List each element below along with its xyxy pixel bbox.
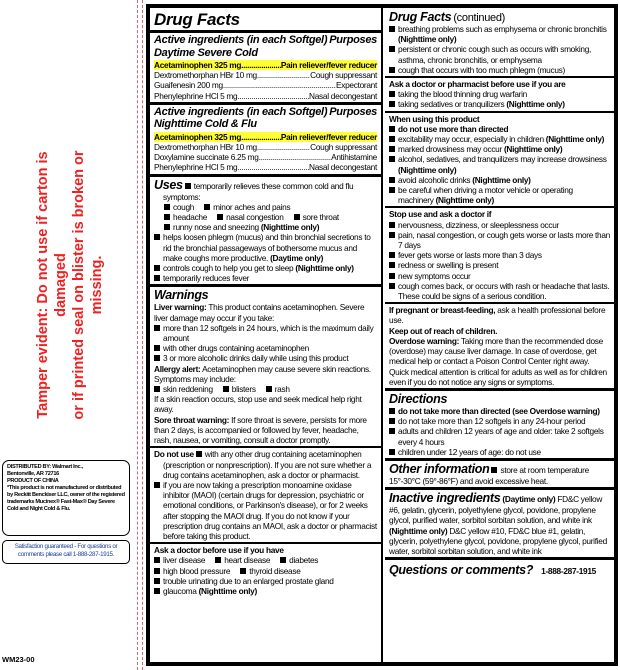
drug-facts-panel xyxy=(146,4,618,666)
tamper-warning xyxy=(20,135,120,435)
bullet-icon xyxy=(217,214,223,220)
leader-dots xyxy=(223,80,336,90)
bullet-icon xyxy=(154,588,160,594)
bullet-icon xyxy=(154,275,160,281)
ingredient-purpose: Pain reliever/fever reducer xyxy=(280,131,377,142)
bullet-icon xyxy=(389,408,395,414)
continued-items xyxy=(389,24,610,75)
allergy-alert: Allergy alert: Acetaminophen may cause severe skin reactions. Symptoms may include: xyxy=(154,363,371,384)
fold-line-left xyxy=(137,0,138,670)
leader-dots xyxy=(257,70,310,80)
bullet-icon xyxy=(389,187,395,193)
distributor-line-3: PRODUCT OF CHINA xyxy=(7,478,59,484)
uses-item-cough: controls cough to help you get to sleep (Nighttime only) xyxy=(154,263,377,273)
ask-doctor-section xyxy=(150,544,381,597)
questions-section xyxy=(385,560,614,578)
tamper-line-1: Tamper evident: Do not use if carton is damaged xyxy=(35,151,69,419)
bullet-icon xyxy=(389,232,395,238)
drug-facts-left-column xyxy=(150,8,383,662)
bullet-icon xyxy=(491,467,497,473)
distributor-line-2: Bentonville, AR 72716 xyxy=(7,471,59,477)
bullet-icon xyxy=(154,345,160,351)
do-not-use-section: Do not use with any other drug containing acetaminophen (prescription or nonprescription). If you are not sure whether a drug contains acetaminophen, ask a doctor or pharmacist. if you are now taking a prescription monoamine oxidase inhibitor (MAOI) (certain drugs for depression, psychiatric or emotional conditions, or Parkinson's disease), or for 2 weeks after stopping the MAOI drug. If you do not know if your prescription drug contains an MAOI, ask a doctor or pharmacist before taking this product. xyxy=(150,448,381,544)
bullet-icon xyxy=(389,146,395,152)
directions-heading: Directions xyxy=(389,391,448,406)
pregnancy-overdose-section xyxy=(385,304,614,391)
direction-item: do not take more than 12 softgels in any 24-hour period xyxy=(389,416,610,426)
bullet-icon xyxy=(280,557,286,563)
uses-intro: temporarily relieves these common cold and flu symptoms: xyxy=(163,180,354,202)
nighttime-heading: Nighttime Cold & Flu xyxy=(154,118,257,131)
bullet-icon xyxy=(266,386,272,392)
ingredient-row xyxy=(154,152,377,162)
ingredient-purpose: Pain reliever/fever reducer xyxy=(280,60,377,70)
continued-item: cough that occurs with too much phlegm (mucus) xyxy=(389,65,610,75)
drug-facts-right-column xyxy=(385,8,614,662)
when-using-label: When using this product xyxy=(389,113,480,124)
continued-section xyxy=(385,8,614,78)
bullet-icon xyxy=(389,156,395,162)
ingredient-row xyxy=(154,162,377,172)
ingredient-purpose: Antihistamine xyxy=(331,152,377,163)
leader-dots xyxy=(237,162,309,172)
pregnancy-note: If pregnant or breast-feeding, ask a health professional before use. xyxy=(389,305,606,326)
bullet-icon xyxy=(154,265,160,271)
distributor-line-1: DISTRIBUTED BY: Walmart Inc., xyxy=(7,464,83,470)
inactive-heading: Inactive ingredients xyxy=(389,491,501,506)
ask-doctor-label: Ask a doctor before use if you have xyxy=(154,545,284,556)
ask-pharmacist-item: taking the blood thinning drug warfarin xyxy=(389,89,610,99)
when-using-section xyxy=(385,113,614,209)
bullet-icon xyxy=(154,482,160,488)
when-using-item: avoid alcoholic drinks (Nighttime only) xyxy=(389,175,610,185)
daytime-active-ingredients xyxy=(150,33,381,105)
stop-use-item: cough comes back, or occurs with rash or headache that lasts. These could be signs of a serious condition. xyxy=(389,281,610,301)
bullet-icon xyxy=(154,325,160,331)
bullet-icon xyxy=(389,177,395,183)
bullet-icon xyxy=(154,355,160,361)
ask-pharmacist-items xyxy=(389,89,610,109)
keep-out-of-reach: Keep out of reach of children. xyxy=(389,325,498,336)
leader-dots xyxy=(241,132,281,142)
daytime-heading: Daytime Severe Cold xyxy=(154,46,258,59)
bullet-icon xyxy=(164,214,170,220)
directions-section xyxy=(385,391,614,461)
ingredient-row xyxy=(154,91,377,101)
bullet-icon xyxy=(389,283,395,289)
directions-items xyxy=(389,406,610,457)
warnings-section xyxy=(150,287,381,448)
stop-use-label: Stop use and ask a doctor if xyxy=(389,209,492,220)
bullet-icon xyxy=(154,578,160,584)
bullet-icon xyxy=(389,67,395,73)
bullet-icon xyxy=(389,428,395,434)
when-using-item: excitability may occur, especially in children (Nighttime only) xyxy=(389,134,610,144)
bullet-icon xyxy=(204,204,210,210)
stop-use-item: nervousness, dizziness, or sleeplessness occur xyxy=(389,220,610,230)
stop-use-item: new symptoms occur xyxy=(389,271,610,281)
direction-item: adults and children 12 years of age and older: take 2 softgels every 4 hours xyxy=(389,426,610,446)
warnings-heading: Warnings xyxy=(154,288,209,303)
stop-use-items xyxy=(389,220,610,302)
other-information-section xyxy=(385,461,614,490)
nighttime-ingredient-rows xyxy=(154,132,377,173)
ingredient-row xyxy=(154,132,377,142)
inactive-ingredients-section: Inactive ingredients (Daytime only) FD&C yellow #6, gelatin, glycerin, polyethylene glycol, povidone, propylene glycol, purified water, sorbitol sorbitan solution, and white ink (Nighttime only) D&C yellow #10, FD&C blue #1, gelatin, glycerin, polyethylene glycol, povidone, propylene glycol, purified water, sorbitol sorbitan solution, and white ink xyxy=(385,490,614,560)
stop-use-item: fever gets worse or lasts more than 3 days xyxy=(389,250,610,260)
product-code: WM23-00 xyxy=(2,655,35,664)
bullet-icon xyxy=(389,418,395,424)
bullet-icon xyxy=(389,101,395,107)
uses-symptoms-row-2: headache nasal congestion sore throat xyxy=(154,212,377,222)
purposes-heading: Purposes xyxy=(329,105,377,118)
satisfaction-box: Satisfaction guaranteed - For questions or comments please call 1-888-287-1915. xyxy=(2,540,130,564)
ingredient-name: Acetaminophen 325 mg xyxy=(154,131,242,142)
liver-item: more than 12 softgels in 24 hours, which is the maximum daily amount xyxy=(154,323,377,343)
bullet-icon xyxy=(389,252,395,258)
bullet-icon xyxy=(389,126,395,132)
stop-use-item: pain, nasal congestion, or cough gets worse or lasts more than 7 days xyxy=(389,230,610,250)
ingredient-name: Phenylephrine HCl 5 mg xyxy=(154,162,238,173)
continued-item: breathing problems such as emphysema or chronic bronchitis (Nighttime only) xyxy=(389,24,610,44)
drug-facts-title: Drug Facts xyxy=(150,8,381,33)
phone-number: 1-888-287-1915 xyxy=(541,566,596,577)
allergy-symptoms: skin reddening blisters rash xyxy=(154,384,377,394)
other-information-text: store at room temperature 15°-30°C (59°-86°F) and avoid excessive heat. xyxy=(389,464,589,486)
direction-item: do not take more than directed (see Overdose warning) xyxy=(389,406,610,416)
other-information-heading: Other information xyxy=(389,461,490,476)
ask-doctor-row-1: liver disease heart disease diabetes xyxy=(154,555,377,565)
ask-pharmacist-label: Ask a doctor or pharmacist before use if you are xyxy=(389,79,566,90)
continued-label: (continued) xyxy=(453,12,506,24)
bullet-icon xyxy=(185,183,191,189)
nighttime-active-ingredients xyxy=(150,105,381,177)
ask-doctor-row-2: high blood pressure thyroid disease xyxy=(154,566,377,576)
direction-item: children under 12 years of age: do not use xyxy=(389,447,610,457)
ingredient-name: Dextromethorphan HBr 10 mg xyxy=(154,142,257,153)
ingredient-purpose: Expectorant xyxy=(336,80,377,91)
bullet-icon xyxy=(164,224,170,230)
ask-pharmacist-section xyxy=(385,78,614,113)
uses-item-phlegm: helps loosen phlegm (mucus) and thin bronchial secretions to rid the bronchial passageways of bothersome mucus and make coughs more productive. (Daytime only) xyxy=(154,232,377,263)
leader-dots xyxy=(237,91,309,101)
ingredient-row xyxy=(154,80,377,90)
when-using-item: alcohol, sedatives, and tranquilizers may increase drowsiness (Nighttime only) xyxy=(389,154,610,174)
bullet-icon xyxy=(164,204,170,210)
distributor-line-4: *This product is not manufactured or distributed by Reckitt Benckiser LLC, owner of the registered trademarks Mucinex® Fast-Max® Day Severe Cold and Night Cold & Flu. xyxy=(7,485,125,512)
bullet-icon xyxy=(389,273,395,279)
ingredient-row xyxy=(154,60,377,70)
ingredient-name: Doxylamine succinate 6.25 mg xyxy=(154,152,259,163)
when-using-item: marked drowsiness may occur (Nighttime only) xyxy=(389,144,610,154)
ingredient-name: Acetaminophen 325 mg xyxy=(154,60,242,70)
purposes-heading: Purposes xyxy=(329,34,377,46)
allergy-after: If a skin reaction occurs, stop use and seek medical help right away. xyxy=(154,394,362,415)
bullet-icon xyxy=(196,451,202,457)
leader-dots xyxy=(259,152,332,162)
stop-use-item: redness or swelling is present xyxy=(389,260,610,270)
daytime-ingredient-rows xyxy=(154,60,377,101)
ingredient-row xyxy=(154,70,377,80)
overdose-warning: Overdose warning: Taking more than the recommended dose (overdose) may cause liver damage. In case of overdose, get medical help or contact a Poison Control Center right away. Quick medical attention is critical for adults as well as for children even if you do not notice any signs or symptoms. xyxy=(389,335,607,387)
continued-title: Drug Facts xyxy=(389,10,452,24)
liver-item: with other drugs containing acetaminophen xyxy=(154,343,377,353)
bullet-icon xyxy=(154,234,160,240)
ingredient-row xyxy=(154,142,377,152)
uses-heading: Uses xyxy=(154,177,183,192)
uses-symptoms-row-3: runny nose and sneezing (Nighttime only) xyxy=(154,222,377,232)
ingredient-name: Guaifenesin 200 mg xyxy=(154,80,223,91)
bullet-icon xyxy=(389,26,395,32)
bullet-icon xyxy=(154,386,160,392)
bullet-icon xyxy=(389,91,395,97)
ingredient-name: Phenylephrine HCl 5 mg xyxy=(154,90,238,101)
when-using-item: do not use more than directed xyxy=(389,124,610,134)
bullet-icon xyxy=(154,568,160,574)
ask-doctor-item-4: glaucoma (Nighttime only) xyxy=(154,586,377,596)
sore-throat-warning: Sore throat warning: If sore throat is severe, persists for more than 2 days, is accompanied or followed by fever, headache, rash, nausea, or vomiting, consult a doctor promptly. xyxy=(154,414,367,446)
questions-heading: Questions or comments? xyxy=(389,563,534,578)
bullet-icon xyxy=(389,136,395,142)
liver-item: 3 or more alcoholic drinks daily while using this product xyxy=(154,353,377,363)
ingredient-purpose: Cough suppressant xyxy=(310,142,377,153)
active-heading: Active ingredients (in each Softgel) xyxy=(154,34,328,46)
ask-doctor-item-3: trouble urinating due to an enlarged prostate gland xyxy=(154,576,377,586)
bullet-icon xyxy=(154,557,160,563)
distributor-box xyxy=(2,460,130,536)
ask-pharmacist-item: taking sedatives or tranquilizers (Nighttime only) xyxy=(389,99,610,109)
uses-item-fever: temporarily reduces fever xyxy=(154,273,377,283)
ingredient-purpose: Nasal decongestant xyxy=(309,90,377,101)
leader-dots xyxy=(241,60,281,70)
bullet-icon xyxy=(389,46,395,52)
active-heading: Active ingredients (in each Softgel) xyxy=(154,105,328,118)
leader-dots xyxy=(257,142,310,152)
when-using-item: be careful when driving a motor vehicle or operating machinery (Nighttime only) xyxy=(389,185,610,205)
liver-warning-items xyxy=(154,323,377,364)
ingredient-name: Dextromethorphan HBr 10 mg xyxy=(154,70,257,81)
bullet-icon xyxy=(294,214,300,220)
bullet-icon xyxy=(215,557,221,563)
when-using-items xyxy=(389,124,610,206)
bullet-icon xyxy=(389,222,395,228)
ingredient-purpose: Nasal decongestant xyxy=(309,162,377,173)
bullet-icon xyxy=(389,449,395,455)
do-not-use-label: Do not use xyxy=(154,449,194,460)
bullet-icon xyxy=(389,262,395,268)
uses-section xyxy=(150,177,381,288)
ingredient-purpose: Cough suppressant xyxy=(310,70,377,81)
stop-use-section xyxy=(385,208,614,304)
uses-symptoms-row-1: cough minor aches and pains xyxy=(154,202,377,212)
bullet-icon xyxy=(223,386,229,392)
liver-warning: Liver warning: This product contains acetaminophen. Severe liver damage may occur if you take: xyxy=(154,302,365,323)
continued-item: persistent or chronic cough such as occurs with smoking, asthma, chronic bronchitis, or emphysema xyxy=(389,44,610,64)
fold-line-right xyxy=(142,0,143,670)
tamper-line-2: or if printed seal on blister is broken or missing. xyxy=(71,150,105,420)
bullet-icon xyxy=(240,568,246,574)
